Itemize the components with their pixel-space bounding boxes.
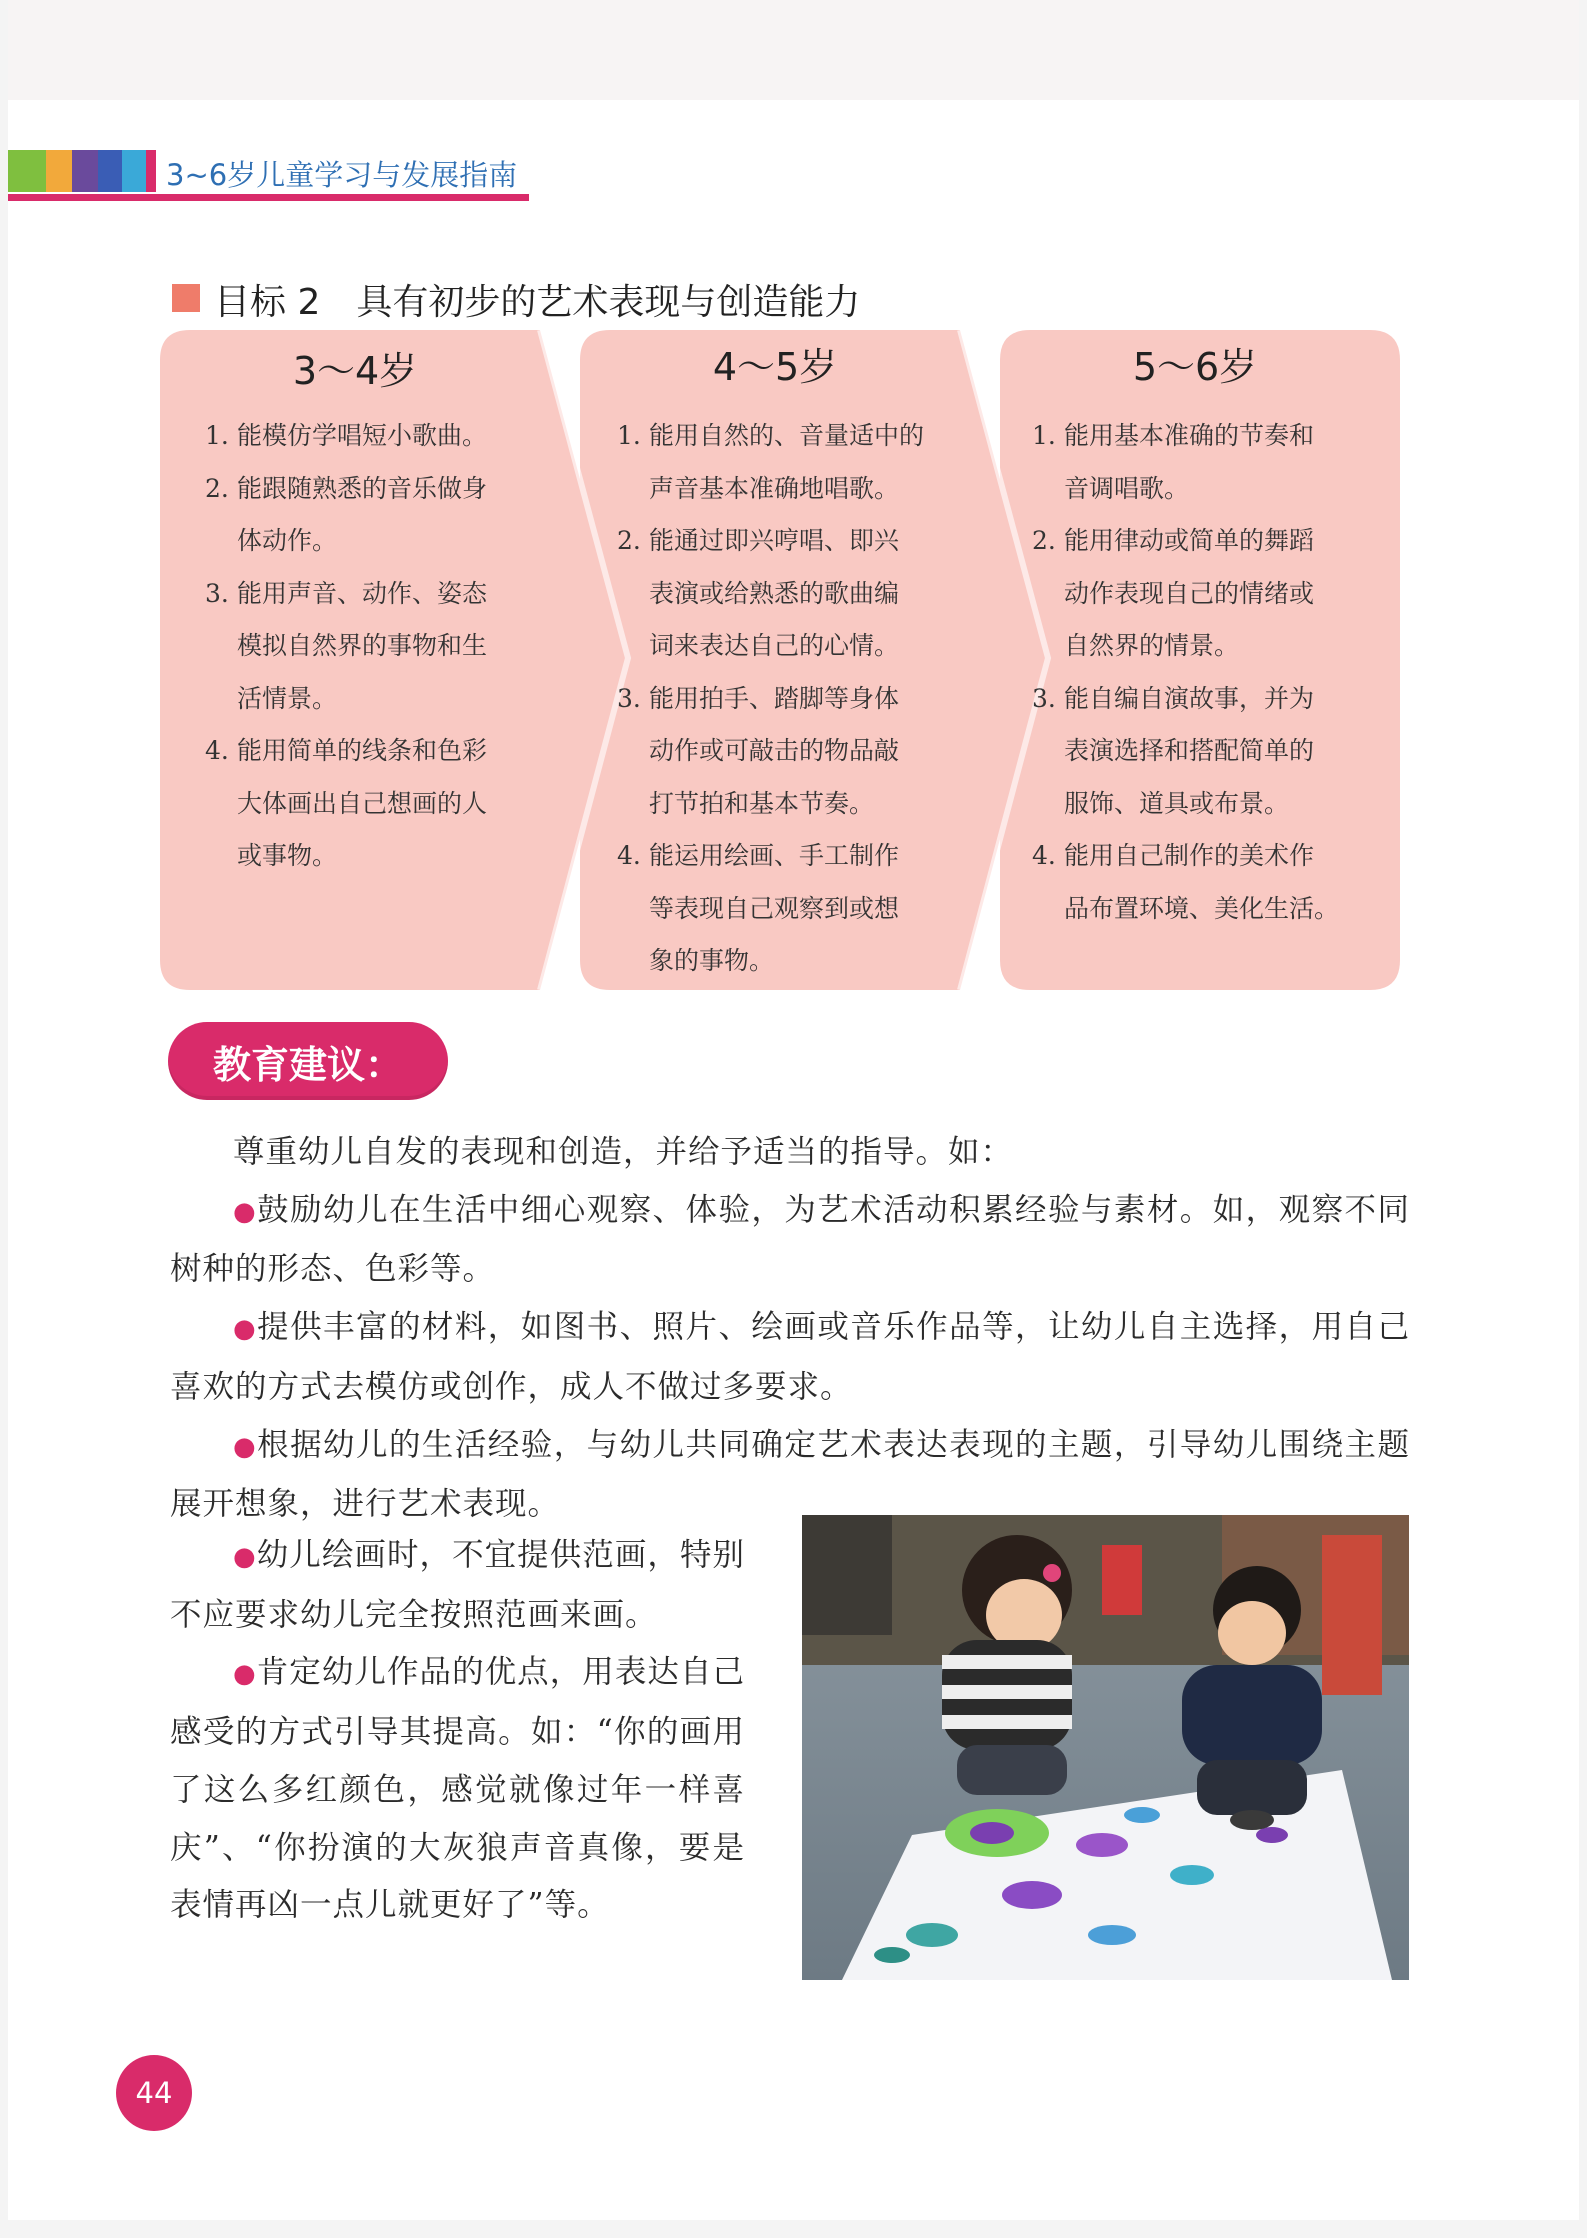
list-item: 2. 能用律动或简单的舞蹈 动作表现自己的情绪或 自然界的情景。: [1032, 526, 1315, 660]
children-painting-photo: [802, 1515, 1409, 1980]
list-item: 4. 能用简单的线条和色彩 大体画出自己想画的人 或事物。: [205, 736, 488, 870]
bullet-icon: ●: [233, 1196, 258, 1227]
education-advice-badge: [168, 1022, 448, 1100]
color-bar-blue: [98, 150, 122, 192]
bullet-icon: ●: [233, 1542, 257, 1572]
badge-label: 教育建议：: [212, 1042, 403, 1087]
list-item: 2. 能通过即兴哼唱、即兴 表演或给熟悉的歌曲编 词来表达自己的心情。: [617, 526, 900, 660]
list-item: 3. 能用拍手、踏脚等身体 动作或可敲击的物品敲 打节拍和基本节奏。: [617, 683, 900, 818]
age-heading-5-6: 5～6岁: [1132, 345, 1258, 389]
page-top-margin: [8, 0, 1579, 100]
bullet-icon: ●: [233, 1314, 258, 1345]
advice-bullet-3: ●根据幼儿的生活经验，与幼儿共同确定艺术表达表现的主题，引导幼儿围绕主题展开想象，进行艺术表现。: [170, 1426, 1410, 1523]
advice-text-narrow: [170, 1527, 745, 1935]
color-bar-orange: [46, 150, 72, 192]
advice-text-full: [170, 1124, 1410, 1534]
advice-bullet-2: ●提供丰富的材料，如图书、照片、绘画或音乐作品等，让幼儿自主选择，用自己喜欢的方式去模仿或创作，成人不做过多要求。: [170, 1309, 1410, 1405]
list-item: 4. 能运用绘画、手工制作 等表现自己观察到或想 象的事物。: [617, 841, 900, 975]
list-item: 1. 能模仿学唱短小歌曲。: [205, 421, 488, 450]
bullet-icon: ●: [233, 1431, 258, 1462]
goal-list-4-5: [617, 410, 947, 988]
header-rule: [8, 194, 529, 201]
color-bar-pink: [146, 150, 156, 192]
list-item: 1. 能用自然的、音量适中的 声音基本准确地唱歌。: [617, 421, 925, 503]
photo-illustration: [802, 1515, 1409, 1980]
list-item: 3. 能用声音、动作、姿态 模拟自然界的事物和生 活情景。: [205, 578, 488, 713]
list-item: 4. 能用自己制作的美术作 品布置环境、美化生活。: [1032, 841, 1340, 923]
advice-bullet-4: ●幼儿绘画时，不宜提供范画，特别不应要求幼儿完全按照范画来画。: [170, 1537, 745, 1633]
color-bar-cyan: [122, 150, 146, 192]
color-bar-purple: [72, 150, 98, 192]
color-bar-green: [8, 150, 46, 192]
goal-list-5-6: [1032, 410, 1372, 935]
list-item: 2. 能跟随熟悉的音乐做身 体动作。: [205, 473, 488, 555]
age-heading-4-5: 4～5岁: [712, 345, 838, 389]
age-heading-3-4: 3～4岁: [292, 349, 418, 393]
running-header-title: 3~6岁儿童学习与发展指南: [166, 158, 518, 192]
advice-intro: 尊重幼儿自发的表现和创造，并给予适当的指导。如：: [233, 1134, 1014, 1170]
section-marker-icon: [172, 284, 200, 312]
advice-bullet-5: ●肯定幼儿作品的优点，用表达自己感受的方式引导其提高。如：“你的画用了这么多红颜色，感觉就像过年一样喜庆”、“你扮演的大灰狼声音真像，要是表情再凶一点儿就更好了”等。: [170, 1654, 745, 1924]
list-item: 3. 能自编自演故事，并为 表演选择和搭配简单的 服饰、道具或布景。: [1032, 683, 1315, 818]
advice-bullet-1: ●鼓励幼儿在生活中细心观察、体验，为艺术活动积累经验与素材。如，观察不同树种的形态、色彩等。: [170, 1191, 1410, 1288]
page-number: 44: [116, 2055, 192, 2131]
list-item: 1. 能用基本准确的节奏和 音调唱歌。: [1032, 421, 1315, 503]
goal-title: 目标 2 具有初步的艺术表现与创造能力: [214, 282, 861, 323]
goal-list-3-4: [205, 410, 525, 883]
bullet-icon: ●: [233, 1659, 257, 1690]
